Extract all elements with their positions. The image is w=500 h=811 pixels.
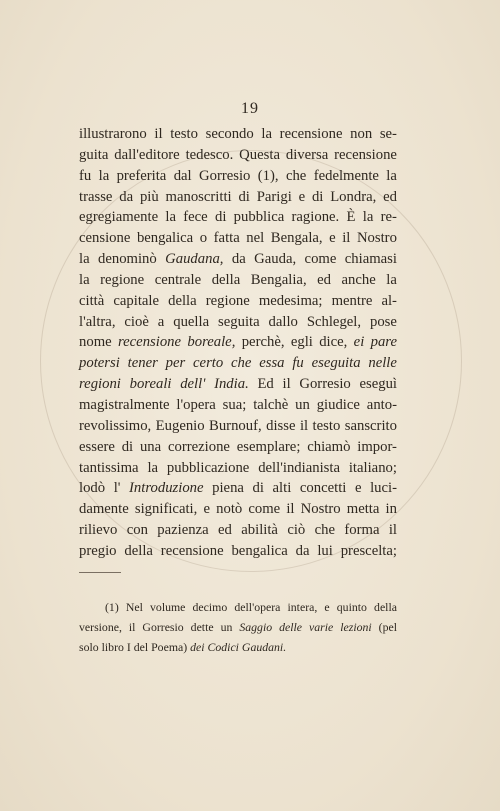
word: Questa <box>239 146 280 163</box>
word: essere <box>79 438 115 455</box>
word: Nostro <box>356 230 397 247</box>
word: che <box>231 355 252 372</box>
word: recensione <box>160 542 224 559</box>
body-line <box>79 270 397 291</box>
word: nelle <box>368 355 397 372</box>
word: diversa <box>285 146 329 163</box>
word: che <box>314 522 336 539</box>
body-line <box>79 353 397 374</box>
word: la <box>165 209 176 226</box>
word: della <box>168 292 197 309</box>
word: forma <box>344 522 380 539</box>
word: della <box>211 271 241 288</box>
word: recensione <box>117 334 182 351</box>
body-line <box>79 291 397 312</box>
word: piena <box>212 480 244 497</box>
word: revolissimo, <box>79 417 152 434</box>
word: fedelmente <box>313 167 379 184</box>
word: non <box>350 126 373 142</box>
word: India. <box>214 376 249 393</box>
body-line <box>79 166 397 187</box>
word: tantissima <box>79 459 139 476</box>
word: guita <box>79 146 109 163</box>
word: pubblicazione <box>166 459 250 476</box>
word: magistralmente <box>79 396 170 413</box>
word: tener <box>127 355 158 372</box>
word: Londra, <box>330 188 377 205</box>
word: intera, <box>287 600 318 614</box>
word: solo <box>79 640 99 654</box>
word: il <box>128 620 136 634</box>
word: correzione <box>167 438 230 455</box>
word: (1) <box>105 600 119 614</box>
word: fece <box>183 209 208 226</box>
word: dall'editore <box>114 146 180 163</box>
word: quella <box>173 313 210 330</box>
word: Gorresio <box>142 620 184 634</box>
word: luci- <box>370 480 397 497</box>
word: (pel <box>378 620 397 634</box>
word: quinto <box>336 600 367 614</box>
word: la <box>261 126 273 142</box>
word: pose <box>369 313 397 330</box>
word: la <box>362 209 374 226</box>
word: la <box>79 251 90 268</box>
word: Introduzione <box>129 480 204 497</box>
word: È <box>346 209 356 226</box>
word: censione <box>79 230 131 247</box>
body-line <box>79 187 397 208</box>
word: cioè <box>124 313 149 330</box>
word: dice, <box>319 334 348 351</box>
word: dette <box>190 620 214 634</box>
word: a <box>157 313 165 330</box>
word: da <box>231 251 246 268</box>
word: prescelta; <box>340 542 397 559</box>
word: lezioni <box>340 620 372 634</box>
word: (1), <box>257 167 279 184</box>
word: I <box>126 640 131 654</box>
word: disse <box>266 417 296 434</box>
body-line <box>79 124 397 145</box>
word: sanscrito <box>344 417 397 434</box>
word: trasse <box>79 188 113 205</box>
word: esemplare; <box>236 438 301 455</box>
word: egli <box>290 334 313 351</box>
word: nel <box>246 230 265 247</box>
word: la <box>79 271 90 288</box>
word: Schlegel, <box>306 313 362 330</box>
word: Nel <box>125 600 143 614</box>
word: come <box>248 501 281 518</box>
word: dell' <box>180 376 206 393</box>
word: Saggio <box>239 620 273 634</box>
word: Gorresio <box>299 376 351 393</box>
word: testo <box>170 126 198 142</box>
word: o <box>199 230 208 247</box>
word: boreale, <box>187 334 236 351</box>
word: della <box>124 542 153 559</box>
word: e <box>329 230 336 247</box>
word: certo <box>193 355 224 372</box>
word: chiamò <box>307 438 351 455</box>
word: recensione <box>279 126 343 142</box>
word: potersi <box>79 355 120 372</box>
word: Gaudana, <box>165 251 224 268</box>
word: ciò <box>287 522 306 539</box>
word: perchè, <box>241 334 285 351</box>
word: Gauda, <box>254 251 297 268</box>
word: sua; <box>222 396 247 413</box>
word: di <box>252 480 264 497</box>
footnote <box>79 597 397 657</box>
word: che <box>285 167 307 184</box>
body-line <box>79 541 397 562</box>
word: eseguita <box>311 355 361 372</box>
word: Gorresio <box>199 167 251 184</box>
word: di <box>238 188 250 205</box>
word: manoscritti <box>165 188 232 205</box>
word: varie <box>309 620 334 634</box>
word: Poema) <box>151 640 188 654</box>
body-line <box>79 395 397 416</box>
word: dell'indianista <box>258 459 340 476</box>
word: bengalica <box>136 230 194 247</box>
word: città <box>79 292 105 309</box>
word: recensione <box>334 146 397 163</box>
word: secondo <box>205 126 254 142</box>
word: italiano; <box>348 459 397 476</box>
word: il <box>342 230 351 247</box>
body-line <box>79 478 397 499</box>
word: più <box>139 188 159 205</box>
word: Ed <box>257 376 274 393</box>
word: la <box>386 167 397 184</box>
word: la <box>147 459 159 476</box>
body-line <box>79 520 397 541</box>
word: dal <box>173 167 192 184</box>
word: dei <box>190 640 205 654</box>
word: come <box>304 251 337 268</box>
word: rilievo <box>79 522 118 539</box>
footnote-line <box>79 597 397 617</box>
word: Bengala, <box>270 230 323 247</box>
word: per <box>165 355 186 372</box>
word: ed <box>218 522 232 539</box>
word: talchè <box>253 396 289 413</box>
word: metta <box>346 501 380 518</box>
word: una <box>139 438 162 455</box>
word: del <box>133 640 149 654</box>
body-line <box>79 416 397 437</box>
word: se- <box>379 126 397 142</box>
word: damente <box>79 501 129 518</box>
word: da <box>119 188 134 205</box>
word: egregiamente <box>79 209 159 226</box>
word: il <box>388 522 397 539</box>
word: boreali <box>129 376 172 393</box>
word: della <box>374 600 397 614</box>
word: eseguì <box>359 376 397 393</box>
word: abilità <box>241 522 278 539</box>
word: denominò <box>98 251 157 268</box>
word: lui <box>317 542 333 559</box>
word: l'altra, <box>79 313 116 330</box>
word: Codici <box>207 640 239 654</box>
word: pare <box>370 334 397 351</box>
word: il <box>299 417 309 434</box>
word: e <box>203 501 210 518</box>
word: il <box>154 126 163 142</box>
word: regione <box>205 292 250 309</box>
word: nome <box>79 334 112 351</box>
body-line <box>79 374 397 395</box>
word: volume <box>150 600 186 614</box>
word: dell'opera <box>234 600 281 614</box>
word: regioni <box>79 376 121 393</box>
word: l'opera <box>176 396 216 413</box>
word: Eugenio <box>155 417 205 434</box>
word: illustrarono <box>79 126 147 142</box>
word: centrale <box>154 271 202 288</box>
word: Nostro <box>300 501 341 518</box>
body-line <box>79 312 397 333</box>
word: e <box>354 480 362 497</box>
word: il <box>282 376 291 393</box>
body-line <box>79 458 397 479</box>
word: Gaudani. <box>241 640 287 654</box>
body-line <box>79 145 397 166</box>
word: di <box>121 438 134 455</box>
word: fu <box>292 355 304 372</box>
word: testo <box>312 417 341 434</box>
word: da <box>295 542 310 559</box>
word: anche <box>341 271 376 288</box>
word: anto- <box>366 396 397 413</box>
word: un <box>295 396 310 413</box>
word: seguita <box>218 313 260 330</box>
word: dallo <box>268 313 298 330</box>
word: notò <box>216 501 243 518</box>
word: in <box>385 501 397 518</box>
word: fatta <box>213 230 240 247</box>
word: regione <box>100 271 145 288</box>
word: re- <box>380 209 397 226</box>
word: concetti <box>299 480 347 497</box>
word: libro <box>101 640 124 654</box>
word: ed <box>317 271 332 288</box>
body-line <box>79 437 397 458</box>
word: di <box>214 209 227 226</box>
word: Burnouf, <box>209 417 262 434</box>
word: ragione. <box>291 209 340 226</box>
word: l' <box>113 480 121 497</box>
body-line <box>79 228 397 249</box>
body-line <box>79 207 397 228</box>
footnote-rule <box>79 572 121 573</box>
word: con <box>126 522 148 539</box>
body-text <box>79 124 397 562</box>
word: lodò <box>79 480 106 497</box>
word: il <box>286 501 295 518</box>
page-number: 19 <box>241 100 259 117</box>
word: e <box>324 600 330 614</box>
word: ed <box>383 188 397 205</box>
word: e <box>298 188 306 205</box>
body-line <box>79 332 397 353</box>
word: Bengalia, <box>250 271 307 288</box>
word: alti <box>272 480 292 497</box>
word: ei <box>353 334 365 351</box>
word: fu <box>79 167 92 184</box>
word: un <box>220 620 233 634</box>
word: impor- <box>357 438 397 455</box>
word: giudice <box>316 396 360 413</box>
word: decimo <box>192 600 228 614</box>
word: pregio <box>79 542 117 559</box>
word: la <box>98 167 110 184</box>
word: medesima; <box>258 292 323 309</box>
word: delle <box>279 620 303 634</box>
footnote-line <box>79 637 397 657</box>
word: pazienza <box>157 522 209 539</box>
word: pubblica <box>233 209 285 226</box>
word: essa <box>259 355 285 372</box>
word: tedesco. <box>185 146 234 163</box>
word: Parigi <box>256 188 292 205</box>
body-line <box>79 249 397 270</box>
word: chiamasi <box>344 251 397 268</box>
word: preferita <box>116 167 167 184</box>
word: di <box>311 188 324 205</box>
word: al- <box>381 292 397 309</box>
word: mentre <box>331 292 373 309</box>
word: capitale <box>113 292 160 309</box>
body-line <box>79 499 397 520</box>
word: versione, <box>79 620 122 634</box>
word: bengalica <box>231 542 288 559</box>
word: significati, <box>134 501 198 518</box>
footnote-line <box>79 617 397 637</box>
word: la <box>386 271 397 288</box>
